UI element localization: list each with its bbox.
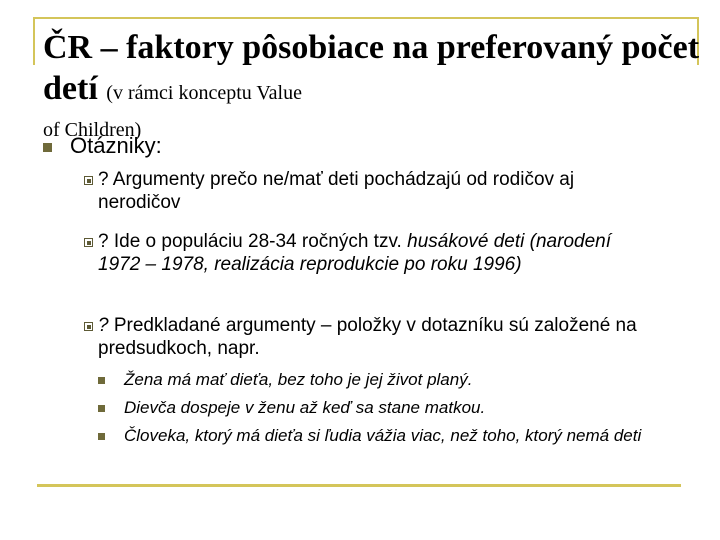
bullet-level3-text: Človeka, ktorý má dieťa si ľudia vážia viac, než toho, ktorý nemá deti: [124, 426, 642, 445]
slide-title-small: (v rámci konceptu Value: [106, 82, 302, 104]
frame-left-line: [33, 17, 35, 65]
square-bullet-icon: [98, 433, 105, 440]
bullet-level2-text-prefix: ? Ide o populáciu 28-34 ročných tzv.: [98, 231, 408, 252]
bullet-level1-label: Otázniky:: [70, 133, 162, 158]
bullet-level2-text: ? Argumenty prečo ne/mať deti pochádzajú od rodičov aj nerodičov: [98, 169, 575, 213]
bullet-level2-text: [98, 230, 658, 276]
frame-top-line: [33, 17, 699, 19]
square-bullet-icon: [43, 143, 52, 152]
frame-bottom-line: [37, 484, 681, 487]
bullet-level2-text-italic: husákové deti (narodení 1972 – 1978, realizácia reprodukcie po roku 1996): [98, 231, 611, 275]
checkbox-bullet-icon: [84, 322, 93, 331]
checkbox-bullet-icon: [84, 238, 93, 247]
bullet-level2-text-body: Predkladané argumenty – položky v dotazníku sú založené na predsudkoch, napr.: [98, 315, 637, 359]
bullet-level3-text: Dievča dospeje v ženu až keď sa stane matkou.: [124, 398, 486, 417]
bullet-level2-text: [98, 314, 658, 360]
bullet-level3-text: Žena má mať dieťa, bez toho je jej život planý.: [124, 370, 473, 389]
checkbox-bullet-icon: [84, 176, 93, 185]
slide-title-main: ČR – faktory pôsobiace na preferovaný počet detí: [43, 29, 700, 107]
square-bullet-icon: [98, 405, 105, 412]
slide-title: [43, 27, 703, 114]
slide-title-overflow: of Children): [43, 119, 142, 141]
bullet-level2-text-prefix: ?: [98, 315, 109, 336]
square-bullet-icon: [98, 377, 105, 384]
